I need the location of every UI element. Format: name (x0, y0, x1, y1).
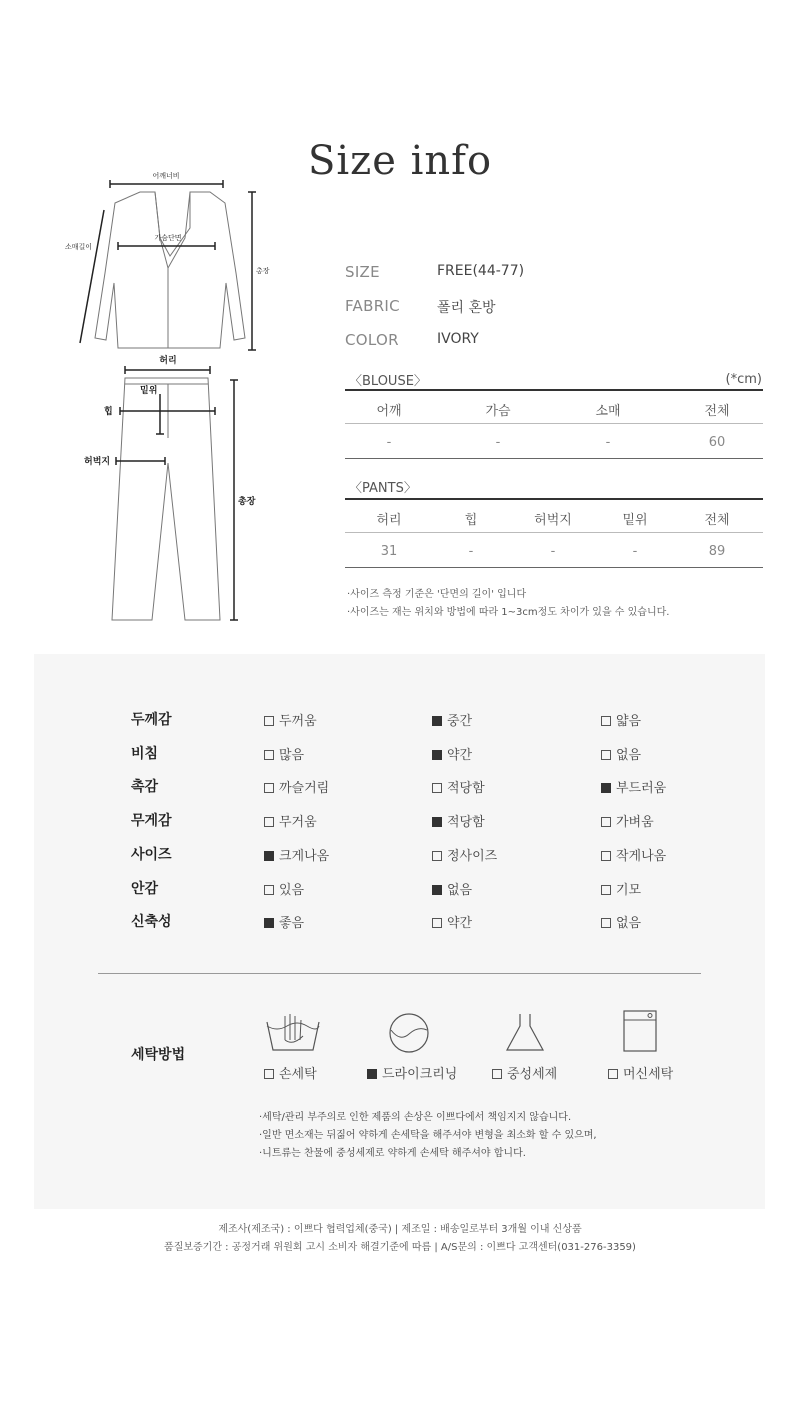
wash-label: 세탁방법 (131, 1047, 186, 1063)
pants-value-hip: - (468, 544, 474, 559)
blouse-value-sleeve: - (605, 435, 611, 450)
wash-note-3: ·니트류는 찬물에 중성세제로 약하게 손세탁 해주셔야 합니다. (259, 1148, 526, 1159)
footer-warranty: 품질보증기간 : 공정거래 위원회 고시 소비자 해결기준에 따름 | A/S문의 : 이쁘다 고객센터(031-276-3359) (164, 1242, 636, 1253)
property-label: 사이즈 (131, 846, 172, 863)
property-option-label: 없음 (616, 916, 642, 932)
property-option[interactable] (432, 744, 472, 763)
wash-note-2: ·일반 면소재는 뒤짊어 약하게 손세탁을 해주셔야 변형을 최소화 할 수 있으며, (259, 1130, 597, 1141)
property-option-label: 중간 (447, 714, 473, 729)
property-option-label: 좋음 (279, 916, 305, 932)
property-checkbox[interactable] (601, 918, 611, 928)
wash-note-1: ·세탁/관리 부주의로 인한 제품의 손상은 이쁘다에서 책임지지 않습니다. (259, 1112, 572, 1123)
blouse-header-sleeve: 소매 (595, 404, 621, 419)
pants-mid-rule (345, 532, 763, 533)
wash-option-neutral[interactable]: 중성세제 (492, 1063, 557, 1082)
property-option[interactable] (432, 879, 472, 898)
property-option[interactable] (601, 710, 641, 729)
property-option-label: 정사이즈 (447, 848, 498, 864)
unit-note: (*cm) (725, 372, 762, 387)
property-checkbox[interactable] (432, 885, 442, 895)
jacket-length-label: 총장 (256, 267, 270, 275)
property-label: 촉감 (131, 779, 159, 796)
property-checkbox[interactable] (264, 750, 274, 760)
pants-top-rule (345, 498, 763, 500)
property-checkbox[interactable] (432, 783, 442, 793)
property-checkbox[interactable] (264, 885, 274, 895)
property-checkbox[interactable] (264, 783, 274, 793)
property-option[interactable] (432, 777, 485, 796)
pants-value-thigh: - (550, 544, 556, 559)
property-label: 무게감 (131, 813, 172, 830)
property-option-label: 약간 (447, 916, 473, 932)
property-option-label: 있음 (279, 882, 305, 898)
property-option-label: 두꺼움 (279, 714, 317, 729)
washing-machine-icon (620, 1008, 660, 1054)
property-label: 비침 (131, 745, 159, 762)
pants-length-label: 총장 (238, 497, 256, 507)
property-option[interactable] (601, 744, 641, 763)
property-option[interactable] (264, 744, 304, 763)
property-option[interactable] (264, 912, 304, 931)
property-checkbox[interactable] (264, 918, 274, 928)
footer-manufacturer: 제조사(제조국) : 이쁘다 협력업체(중국) | 제조일 : 배송일로부터 3개월 이내 신상품 (218, 1224, 582, 1235)
pants-header-hip: 힙 (464, 513, 478, 528)
pants-value-rise: - (632, 544, 638, 559)
blouse-header-chest: 가슴 (485, 404, 511, 419)
property-checkbox[interactable] (601, 851, 611, 861)
property-option[interactable] (601, 777, 666, 796)
blouse-bottom-rule (345, 458, 763, 459)
blouse-mid-rule (345, 423, 763, 424)
pants-illustration (112, 378, 220, 620)
property-checkbox[interactable] (432, 851, 442, 861)
property-checkbox[interactable] (601, 783, 611, 793)
property-option[interactable] (601, 811, 654, 830)
blouse-header-total: 전체 (704, 404, 730, 419)
blouse-caption: 〈BLOUSE〉 (349, 374, 427, 389)
property-option[interactable] (264, 777, 329, 796)
blouse-value-chest: - (495, 435, 501, 450)
property-checkbox[interactable] (264, 851, 274, 861)
page-title: Size info (307, 138, 493, 184)
dry-clean-icon (388, 1012, 432, 1056)
checkbox-machine-wash[interactable] (608, 1069, 618, 1079)
property-option-label: 적당함 (447, 781, 485, 797)
property-option-label: 많음 (279, 747, 305, 763)
property-option-label: 기모 (616, 882, 642, 898)
note-measure-basis: ·사이즈 측정 기준은 '단면의 길이' 입니다 (347, 589, 527, 600)
property-option[interactable] (264, 811, 317, 830)
blouse-header-shoulder: 어깨 (376, 404, 402, 419)
pants-value-waist: 31 (380, 544, 398, 559)
property-option-label: 얇음 (616, 714, 642, 729)
pants-value-total: 89 (708, 544, 726, 559)
blouse-top-rule (345, 389, 763, 391)
property-option-label: 적당함 (447, 815, 485, 831)
pants-header-rise: 밑위 (622, 513, 648, 528)
jacket-illustration (95, 192, 245, 348)
wash-option-hand[interactable]: 손세탁 (264, 1063, 317, 1082)
property-checkbox[interactable] (264, 817, 274, 827)
property-checkbox[interactable] (432, 716, 442, 726)
pants-caption: 〈PANTS〉 (349, 481, 417, 496)
wash-option-dry[interactable]: 드라이크리닝 (367, 1063, 457, 1082)
checkbox-dry-clean[interactable] (367, 1069, 377, 1079)
blouse-value-total: 60 (708, 435, 726, 450)
neutral-detergent-icon (503, 1010, 547, 1054)
property-option[interactable] (432, 912, 472, 931)
hand-wash-icon (263, 1010, 323, 1054)
wash-option-machine[interactable]: 머신세탁 (608, 1063, 673, 1082)
property-option[interactable] (264, 710, 317, 729)
property-option-label: 까슬거림 (279, 781, 330, 797)
checkbox-hand-wash[interactable] (264, 1069, 274, 1079)
panel-divider (98, 973, 701, 974)
thigh-label: 허벅지 (84, 457, 111, 467)
property-checkbox[interactable] (432, 750, 442, 760)
property-checkbox[interactable] (601, 817, 611, 827)
pants-header-thigh: 허벅지 (534, 513, 572, 528)
property-checkbox[interactable] (601, 750, 611, 760)
size-diagram (60, 168, 280, 628)
property-option-label: 작게나옴 (616, 848, 667, 864)
property-checkbox[interactable] (601, 885, 611, 895)
pants-header-total: 전체 (704, 513, 730, 528)
note-measure-variance: ·사이즈는 재는 위치와 방법에 따라 1~3cm정도 차이가 있을 수 있습니다. (347, 607, 670, 618)
shoulder-label: 어깨너비 (152, 172, 180, 180)
property-checkbox[interactable] (601, 716, 611, 726)
property-option[interactable] (432, 811, 485, 830)
hip-label: 힙 (104, 407, 113, 417)
pants-header-waist: 허리 (376, 513, 402, 528)
property-option[interactable] (432, 710, 472, 729)
waist-label: 허리 (159, 356, 177, 366)
property-option[interactable] (601, 912, 641, 931)
property-label: 신축성 (131, 914, 172, 931)
rise-label: 밑위 (140, 386, 158, 396)
property-option[interactable] (264, 845, 329, 864)
property-option-label: 부드러움 (616, 781, 667, 797)
property-option-label: 약간 (447, 747, 473, 763)
property-option[interactable] (601, 879, 641, 898)
property-checkbox[interactable] (264, 716, 274, 726)
checkbox-neutral-detergent[interactable] (492, 1069, 502, 1079)
property-option-label: 크게나옴 (279, 848, 330, 864)
property-checkbox[interactable] (432, 817, 442, 827)
chest-label: 가슴단면 (154, 234, 182, 242)
property-option[interactable] (264, 879, 304, 898)
sleeve-label: 소매길이 (65, 243, 93, 251)
property-checkbox[interactable] (432, 918, 442, 928)
property-option-label: 없음 (616, 747, 642, 763)
pants-bottom-rule (345, 567, 763, 568)
property-option-label: 가벼움 (616, 815, 654, 831)
property-label: 안감 (131, 880, 159, 897)
property-label: 두께감 (131, 712, 172, 728)
property-option[interactable] (601, 845, 666, 864)
property-option-label: 없음 (447, 882, 473, 898)
property-option-label: 무거움 (279, 815, 317, 831)
property-option[interactable] (432, 845, 497, 864)
blouse-value-shoulder: - (386, 435, 392, 450)
